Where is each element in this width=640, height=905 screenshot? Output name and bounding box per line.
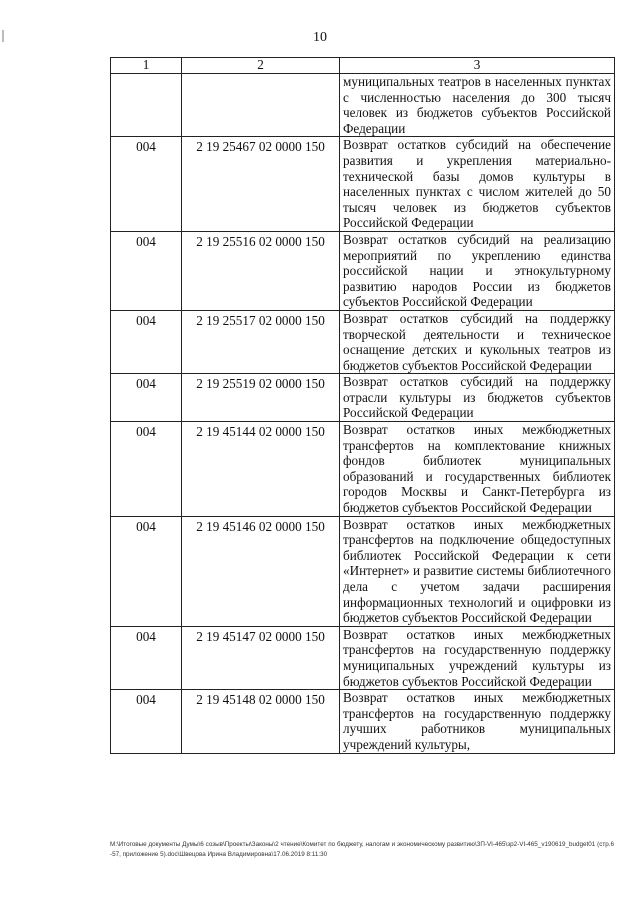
table-row <box>111 516 615 626</box>
table-row <box>111 422 615 517</box>
table-row <box>111 137 615 232</box>
cell-name: Возврат остатков субсидий на обеспечение развития и укрепления материально-технической базы домов культуры в населенных пунктах с числом жителей до 50 тысяч человек из бюджетов субъектов Российской Федерации <box>340 137 615 232</box>
column-header-1: 1 <box>111 58 182 74</box>
column-header-2: 2 <box>182 58 340 74</box>
cell-code: 004 <box>111 626 182 689</box>
budget-codes-table <box>110 57 615 754</box>
cell-code: 004 <box>111 690 182 753</box>
cell-kbk: 2 19 25467 02 0000 150 <box>182 137 340 232</box>
cell-kbk: 2 19 25517 02 0000 150 <box>182 310 340 373</box>
cell-name: Возврат остатков субсидий на поддержку творческой деятельности и техническое оснащение детских и кукольных театров из бюджетов субъектов Российской Федерации <box>340 310 615 373</box>
cell-kbk: 2 19 45147 02 0000 150 <box>182 626 340 689</box>
table-row <box>111 690 615 753</box>
cell-kbk: 2 19 45144 02 0000 150 <box>182 422 340 517</box>
cell-code: 004 <box>111 310 182 373</box>
cell-name: Возврат остатков субсидий на реализацию мероприятий по укреплению единства российской нации и этнокультурному развитию народов России из бюджетов субъектов Российской Федерации <box>340 231 615 310</box>
cell-kbk: 2 19 45148 02 0000 150 <box>182 690 340 753</box>
cell-name: Возврат остатков иных межбюджетных трансфертов на государственную поддержку муниципальных учреждений культуры из бюджетов субъектов Российской Федерации <box>340 626 615 689</box>
cell-name: Возврат остатков субсидий на поддержку отрасли культуры из бюджетов субъектов Российской Федерации <box>340 374 615 422</box>
page-number: 10 <box>313 30 327 45</box>
cell-kbk: 2 19 45146 02 0000 150 <box>182 516 340 626</box>
table-header-row <box>111 58 615 74</box>
cell-name: Возврат остатков иных межбюджетных трансфертов на комплектование книжных фондов библиотек муниципальных образований и государственных библиотек городов Москвы и Санкт-Петербурга из бюджетов субъектов Российской Федерации <box>340 422 615 517</box>
cell-code <box>111 74 182 137</box>
cell-code: 004 <box>111 422 182 517</box>
cell-name: Возврат остатков иных межбюджетных трансфертов на государственную поддержку лучших работников муниципальных учреждений культуры, <box>340 690 615 753</box>
file-path-footer: M:\Итоговые документы Думы\6 созыв\Проекты\Законы\2 чтение\Комитет по бюджету, налогам и экономическому развитию\ЗП-VI-465\зр2-VI-465_v190619_budget01 (стр.6-57, приложение 5).doc\Швецова Ирина Владимировна\17.06.2019 8:11:30 <box>110 841 614 858</box>
cell-name: Возврат остатков иных межбюджетных трансфертов на подключение общедоступных библиотек Российской Федерации к сети «Интернет» и развитие системы библиотечного дела с учетом задачи расширения информационных технологий и оцифровки из бюджетов субъектов Российской Федерации <box>340 516 615 626</box>
table-row <box>111 626 615 689</box>
table-row <box>111 374 615 422</box>
table-row <box>111 310 615 373</box>
cell-name-continuation: муниципальных театров в населенных пунктах с численностью населения до 300 тысяч человек из бюджетов субъектов Российской Федерации <box>340 74 615 137</box>
cell-code: 004 <box>111 231 182 310</box>
table-row <box>111 231 615 310</box>
cell-code: 004 <box>111 374 182 422</box>
cell-kbk: 2 19 25516 02 0000 150 <box>182 231 340 310</box>
table-row <box>111 74 615 137</box>
column-header-3: 3 <box>340 58 615 74</box>
cell-kbk: 2 19 25519 02 0000 150 <box>182 374 340 422</box>
cell-kbk <box>182 74 340 137</box>
cell-code: 004 <box>111 516 182 626</box>
cell-code: 004 <box>111 137 182 232</box>
